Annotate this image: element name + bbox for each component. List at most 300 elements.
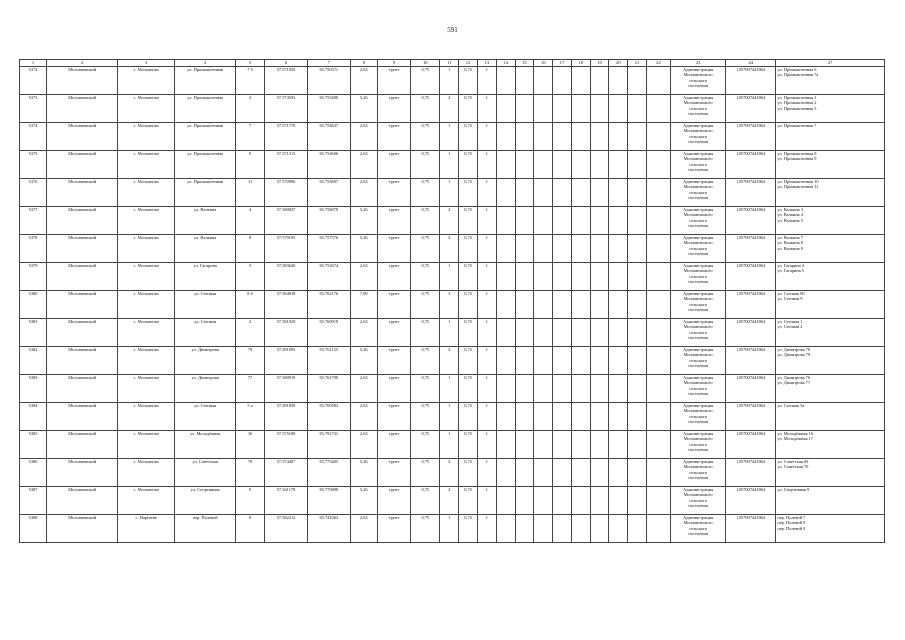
addresses-cell-line: пер. Полевой 9 — [777, 525, 806, 531]
addresses-cell — [776, 67, 885, 95]
empty-cell — [628, 431, 647, 459]
column-number: 1 — [20, 60, 47, 67]
record-number: 5386 — [20, 459, 47, 487]
locality-cell: с. Наргаево — [118, 515, 175, 543]
empty-cell — [628, 347, 647, 375]
owner-cell-line: поселения — [688, 83, 708, 89]
column-number: 23 — [670, 60, 725, 67]
table-row — [20, 67, 885, 95]
record-number: 5372 — [20, 67, 47, 95]
latitude-cell: 57.582212 — [265, 515, 308, 543]
surface-cell: грунт — [377, 151, 410, 179]
empty-cell — [534, 67, 553, 95]
owner-cell-line: поселения — [688, 503, 708, 509]
container-volume-cell: 0,75 — [411, 487, 440, 515]
street-cell: ул. Гагарина — [175, 263, 236, 291]
addresses-cell-line: ул. Степная 5а — [777, 403, 805, 408]
value-cell: 1 — [477, 431, 496, 459]
owner-cell-line: Молчановского — [683, 296, 713, 302]
locality-cell: с. Молчаново — [118, 67, 175, 95]
longitude-cell: 83.754697 — [307, 179, 350, 207]
container-count-cell: 1 — [440, 375, 459, 403]
owner-cell-line: Администрация — [683, 291, 714, 296]
latitude-cell: 57.574407 — [265, 459, 308, 487]
area-cell: 5,26 — [350, 95, 377, 123]
table-row — [20, 235, 885, 263]
empty-cell — [590, 151, 609, 179]
empty-cell — [571, 431, 590, 459]
owner-cell — [670, 459, 725, 487]
empty-cell — [628, 67, 647, 95]
column-number: 3 — [118, 60, 175, 67]
owner-cell-line: Администрация — [683, 123, 714, 128]
addresses-cell-line: ул. Димитрова 77 — [777, 380, 811, 386]
container-count-cell: 2 — [440, 207, 459, 235]
house-cell: 4 — [235, 207, 264, 235]
longitude-cell: 83.754606 — [307, 151, 350, 179]
container-volume-cell: 0,75 — [411, 347, 440, 375]
owner-cell-line: сельского — [689, 301, 708, 307]
owner-cell-line: поселения — [688, 251, 708, 257]
empty-cell — [553, 375, 572, 403]
owner-cell — [670, 235, 725, 263]
value-cell: 1 — [477, 207, 496, 235]
value-cell: 0,75 — [459, 291, 478, 319]
column-number: 19 — [590, 60, 609, 67]
house-cell: 8 — [235, 235, 264, 263]
value-cell: 1 — [477, 235, 496, 263]
street-cell: ул. Степная — [175, 291, 236, 319]
column-number: 5 — [235, 60, 264, 67]
house-cell: 7 — [235, 123, 264, 151]
district-cell: Молчановский — [47, 207, 118, 235]
record-number: 5385 — [20, 431, 47, 459]
longitude-cell: 83.752674 — [307, 263, 350, 291]
latitude-cell: 57.570996 — [265, 179, 308, 207]
empty-cell — [646, 235, 670, 263]
record-number: 5384 — [20, 403, 47, 431]
owner-cell-line: сельского — [689, 441, 708, 447]
table-row — [20, 459, 885, 487]
addresses-cell-line: ул. Советская 70 — [777, 464, 809, 470]
locality-cell: с. Молчаново — [118, 151, 175, 179]
owner-cell-line: Администрация — [683, 487, 714, 492]
registry-body — [20, 60, 885, 543]
table-row — [20, 207, 885, 235]
district-cell: Молчановский — [47, 263, 118, 291]
empty-cell — [496, 347, 515, 375]
locality-cell: с. Молчаново — [118, 291, 175, 319]
record-number: 5377 — [20, 207, 47, 235]
table-row — [20, 179, 885, 207]
owner-cell-line: поселения — [688, 307, 708, 313]
value-cell: 0,75 — [459, 319, 478, 347]
addresses-cell-line: ул. Молодёжная 16 — [777, 431, 813, 436]
addresses-cell-line: ул. Промышленная 8 — [777, 151, 817, 156]
surface-cell: грунт — [377, 207, 410, 235]
surface-cell: грунт — [377, 67, 410, 95]
empty-cell — [571, 487, 590, 515]
owner-cell — [670, 67, 725, 95]
container-volume-cell: 0,75 — [411, 207, 440, 235]
addresses-cell-line: пер. Полевой 8 — [777, 520, 806, 526]
owner-cell — [670, 151, 725, 179]
empty-cell — [553, 123, 572, 151]
empty-cell — [553, 291, 572, 319]
surface-cell: грунт — [377, 515, 410, 543]
owner-cell-line: сельского — [689, 525, 708, 531]
value-cell: 0,75 — [459, 375, 478, 403]
empty-cell — [646, 319, 670, 347]
empty-cell — [628, 95, 647, 123]
district-cell: Молчановский — [47, 235, 118, 263]
empty-cell — [496, 67, 515, 95]
ogrn-cell: 1057007441864 — [726, 263, 776, 291]
empty-cell — [646, 375, 670, 403]
table-row — [20, 515, 885, 543]
addresses-cell-line: ул. Степная 2 — [777, 324, 803, 330]
owner-cell-line: Молчановского — [683, 240, 713, 246]
owner-cell-line: Молчановского — [683, 380, 713, 386]
house-cell: 9 — [235, 151, 264, 179]
owner-cell-line: сельского — [689, 273, 708, 279]
area-cell: 2,63 — [350, 403, 377, 431]
area-cell: 5,26 — [350, 235, 377, 263]
ogrn-cell: 1057007441864 — [726, 319, 776, 347]
longitude-cell: 83.754637 — [307, 123, 350, 151]
empty-cell — [553, 179, 572, 207]
column-number: 11 — [440, 60, 459, 67]
empty-cell — [496, 151, 515, 179]
street-cell: ул. Димитрова — [175, 375, 236, 403]
value-cell: 0,75 — [459, 235, 478, 263]
house-cell: 77 — [235, 375, 264, 403]
empty-cell — [571, 179, 590, 207]
column-number: 10 — [411, 60, 440, 67]
empty-cell — [553, 515, 572, 543]
table-row — [20, 319, 885, 347]
empty-cell — [646, 291, 670, 319]
latitude-cell: 57.575108 — [265, 431, 308, 459]
street-cell: ул. Промышленная — [175, 123, 236, 151]
owner-cell-line: Молчановского — [683, 212, 713, 218]
longitude-cell: 83.741062 — [307, 515, 350, 543]
empty-cell — [534, 291, 553, 319]
district-cell: Молчановский — [47, 347, 118, 375]
empty-cell — [609, 263, 628, 291]
addresses-cell-line: пер. Полевой 7 — [777, 515, 806, 520]
empty-cell — [534, 431, 553, 459]
owner-cell-line: сельского — [689, 245, 708, 251]
owner-cell-line: Молчановского — [683, 464, 713, 470]
surface-cell: грунт — [377, 123, 410, 151]
addresses-cell-line: ул. Промышленная 10 — [777, 179, 819, 184]
owner-cell-line: Администрация — [683, 459, 714, 464]
empty-cell — [553, 263, 572, 291]
empty-cell — [553, 207, 572, 235]
district-cell: Молчановский — [47, 515, 118, 543]
longitude-cell: 83.753490 — [307, 95, 350, 123]
addresses-cell-line: ул. Промышленная 7а — [777, 72, 819, 78]
page-number: 591 — [447, 26, 458, 34]
empty-cell — [646, 151, 670, 179]
owner-cell — [670, 179, 725, 207]
addresses-cell-line: ул. Валкина 5 — [777, 217, 803, 223]
addresses-cell-line: ул. Валкина 7 — [777, 235, 803, 240]
container-volume-cell: 0,75 — [411, 431, 440, 459]
empty-cell — [553, 235, 572, 263]
empty-cell — [571, 319, 590, 347]
ogrn-cell: 1057007441864 — [726, 431, 776, 459]
longitude-cell: 83.791731 — [307, 431, 350, 459]
locality-cell: с. Молчаново — [118, 487, 175, 515]
empty-cell — [609, 403, 628, 431]
house-cell: 9 — [235, 487, 264, 515]
owner-cell — [670, 263, 725, 291]
locality-cell: с. Молчаново — [118, 347, 175, 375]
container-volume-cell: 0,75 — [411, 403, 440, 431]
container-volume-cell: 0,75 — [411, 151, 440, 179]
value-cell: 1 — [477, 515, 496, 543]
record-number: 5378 — [20, 235, 47, 263]
owner-cell-line: поселения — [688, 335, 708, 341]
house-cell: 3 — [235, 95, 264, 123]
owner-cell-line: поселения — [688, 363, 708, 369]
record-number: 5387 — [20, 487, 47, 515]
owner-cell-line: Молчановского — [683, 184, 713, 190]
owner-cell-line: Администрация — [683, 347, 714, 352]
owner-cell-line: Молчановского — [683, 436, 713, 442]
house-cell: 16 — [235, 431, 264, 459]
addresses-cell-line: ул. Молодёжная 17 — [777, 436, 813, 442]
surface-cell: грунт — [377, 319, 410, 347]
value-cell: 0,75 — [459, 207, 478, 235]
empty-cell — [628, 403, 647, 431]
value-cell: 1 — [477, 375, 496, 403]
longitude-cell: 83.761125 — [307, 347, 350, 375]
street-cell: ул. Степная — [175, 403, 236, 431]
surface-cell: грунт — [377, 263, 410, 291]
empty-cell — [515, 375, 534, 403]
owner-cell-line: поселения — [688, 195, 708, 201]
latitude-cell: 57.561178 — [265, 487, 308, 515]
empty-cell — [515, 403, 534, 431]
owner-cell-line: Администрация — [683, 319, 714, 324]
empty-cell — [609, 151, 628, 179]
value-cell: 1 — [477, 347, 496, 375]
locality-cell: с. Молчаново — [118, 179, 175, 207]
area-cell: 2,63 — [350, 319, 377, 347]
surface-cell: грунт — [377, 431, 410, 459]
value-cell: 0,75 — [459, 67, 478, 95]
street-cell: ул. Димитрова — [175, 347, 236, 375]
street-cell: ул. Спортивная — [175, 487, 236, 515]
column-number: 24 — [726, 60, 776, 67]
empty-cell — [646, 459, 670, 487]
empty-cell — [553, 67, 572, 95]
column-number: 7 — [307, 60, 350, 67]
empty-cell — [534, 179, 553, 207]
empty-cell — [553, 319, 572, 347]
container-volume-cell: 0,75 — [411, 375, 440, 403]
column-number: 21 — [628, 60, 647, 67]
ogrn-cell: 1057007441864 — [726, 67, 776, 95]
owner-cell-line: поселения — [688, 223, 708, 229]
house-cell: 5 — [235, 263, 264, 291]
owner-cell-line: Молчановского — [683, 352, 713, 358]
container-volume-cell: 0,75 — [411, 235, 440, 263]
latitude-cell: 57.580037 — [265, 207, 308, 235]
empty-cell — [609, 123, 628, 151]
empty-cell — [609, 179, 628, 207]
surface-cell: грунт — [377, 179, 410, 207]
container-count-cell: 2 — [440, 487, 459, 515]
addresses-cell-line: ул. Степная 9 — [777, 296, 803, 302]
container-count-cell: 1 — [440, 403, 459, 431]
empty-cell — [534, 151, 553, 179]
container-count-cell: 1 — [440, 67, 459, 95]
empty-cell — [609, 515, 628, 543]
empty-cell — [590, 515, 609, 543]
area-cell: 5,26 — [350, 487, 377, 515]
empty-cell — [628, 123, 647, 151]
house-cell: 11 — [235, 179, 264, 207]
owner-cell-line: Молчановского — [683, 492, 713, 498]
container-volume-cell: 0,75 — [411, 515, 440, 543]
addresses-cell-line: ул. Валкина 3 — [777, 207, 803, 212]
value-cell: 0,75 — [459, 179, 478, 207]
empty-cell — [553, 487, 572, 515]
latitude-cell: 57.580919 — [265, 375, 308, 403]
empty-cell — [496, 123, 515, 151]
district-cell: Молчановский — [47, 487, 118, 515]
locality-cell: с. Молчаново — [118, 319, 175, 347]
owner-cell-line: сельского — [689, 105, 708, 111]
owner-cell-line: Администрация — [683, 375, 714, 380]
empty-cell — [515, 319, 534, 347]
value-cell: 1 — [477, 291, 496, 319]
empty-cell — [571, 67, 590, 95]
owner-cell-line: поселения — [688, 531, 708, 537]
value-cell: 0,75 — [459, 347, 478, 375]
empty-cell — [515, 95, 534, 123]
surface-cell: грунт — [377, 487, 410, 515]
empty-cell — [609, 235, 628, 263]
house-cell: 8 б — [235, 291, 264, 319]
value-cell: 0,75 — [459, 263, 478, 291]
addresses-cell — [776, 431, 885, 459]
longitude-cell: 83.761790 — [307, 375, 350, 403]
street-cell: ул. Промышленная — [175, 179, 236, 207]
container-count-cell: 2 — [440, 235, 459, 263]
addresses-cell — [776, 151, 885, 179]
longitude-cell: 83.760582 — [307, 403, 350, 431]
empty-cell — [590, 263, 609, 291]
empty-cell — [571, 207, 590, 235]
house-cell: 70 — [235, 459, 264, 487]
value-cell: 0,75 — [459, 487, 478, 515]
ogrn-cell: 1057007441864 — [726, 123, 776, 151]
container-count-cell: 2 — [440, 347, 459, 375]
record-number: 5375 — [20, 151, 47, 179]
record-number: 5383 — [20, 375, 47, 403]
owner-cell-line: сельского — [689, 217, 708, 223]
addresses-cell — [776, 403, 885, 431]
addresses-cell-line: ул. Промышленная 7 — [777, 123, 817, 128]
district-cell: Молчановский — [47, 123, 118, 151]
empty-cell — [515, 207, 534, 235]
house-cell: 9 — [235, 515, 264, 543]
empty-cell — [515, 235, 534, 263]
empty-cell — [534, 319, 553, 347]
ogrn-cell: 1057007441864 — [726, 515, 776, 543]
container-count-cell: 1 — [440, 431, 459, 459]
value-cell: 0,75 — [459, 151, 478, 179]
longitude-cell: 83.760919 — [307, 319, 350, 347]
table-row — [20, 375, 885, 403]
addresses-cell — [776, 235, 885, 263]
locality-cell: с. Молчаново — [118, 375, 175, 403]
empty-cell — [646, 179, 670, 207]
empty-cell — [571, 347, 590, 375]
street-cell: ул. Валкина — [175, 235, 236, 263]
owner-cell-line: поселения — [688, 111, 708, 117]
container-volume-cell: 0,75 — [411, 459, 440, 487]
addresses-cell — [776, 179, 885, 207]
area-cell: 2,63 — [350, 431, 377, 459]
owner-cell — [670, 95, 725, 123]
locality-cell: с. Молчаново — [118, 263, 175, 291]
empty-cell — [534, 263, 553, 291]
district-cell: Молчановский — [47, 151, 118, 179]
empty-cell — [646, 207, 670, 235]
empty-cell — [590, 375, 609, 403]
owner-cell — [670, 515, 725, 543]
owner-cell — [670, 375, 725, 403]
latitude-cell: 57.571770 — [265, 123, 308, 151]
owner-cell-line: поселения — [688, 391, 708, 397]
locality-cell: с. Молчаново — [118, 403, 175, 431]
value-cell: 1 — [477, 67, 496, 95]
addresses-cell-line: ул. Гагарина 4 — [777, 263, 804, 268]
empty-cell — [534, 207, 553, 235]
empty-cell — [515, 123, 534, 151]
value-cell: 0,75 — [459, 403, 478, 431]
addresses-cell — [776, 375, 885, 403]
empty-cell — [571, 291, 590, 319]
empty-cell — [496, 263, 515, 291]
area-cell: 2,63 — [350, 263, 377, 291]
surface-cell: грунт — [377, 403, 410, 431]
container-volume-cell: 0,75 — [411, 67, 440, 95]
empty-cell — [590, 123, 609, 151]
owner-cell-line: сельского — [689, 497, 708, 503]
empty-cell — [553, 459, 572, 487]
empty-cell — [515, 515, 534, 543]
column-number: 9 — [377, 60, 410, 67]
owner-cell-line: сельского — [689, 133, 708, 139]
empty-cell — [571, 459, 590, 487]
column-number: 17 — [553, 60, 572, 67]
district-cell: Молчановский — [47, 459, 118, 487]
record-number: 5382 — [20, 347, 47, 375]
owner-cell-line: Администрация — [683, 431, 714, 436]
record-number: 5380 — [20, 291, 47, 319]
empty-cell — [590, 95, 609, 123]
empty-cell — [534, 459, 553, 487]
district-cell: Молчановский — [47, 403, 118, 431]
empty-cell — [496, 235, 515, 263]
